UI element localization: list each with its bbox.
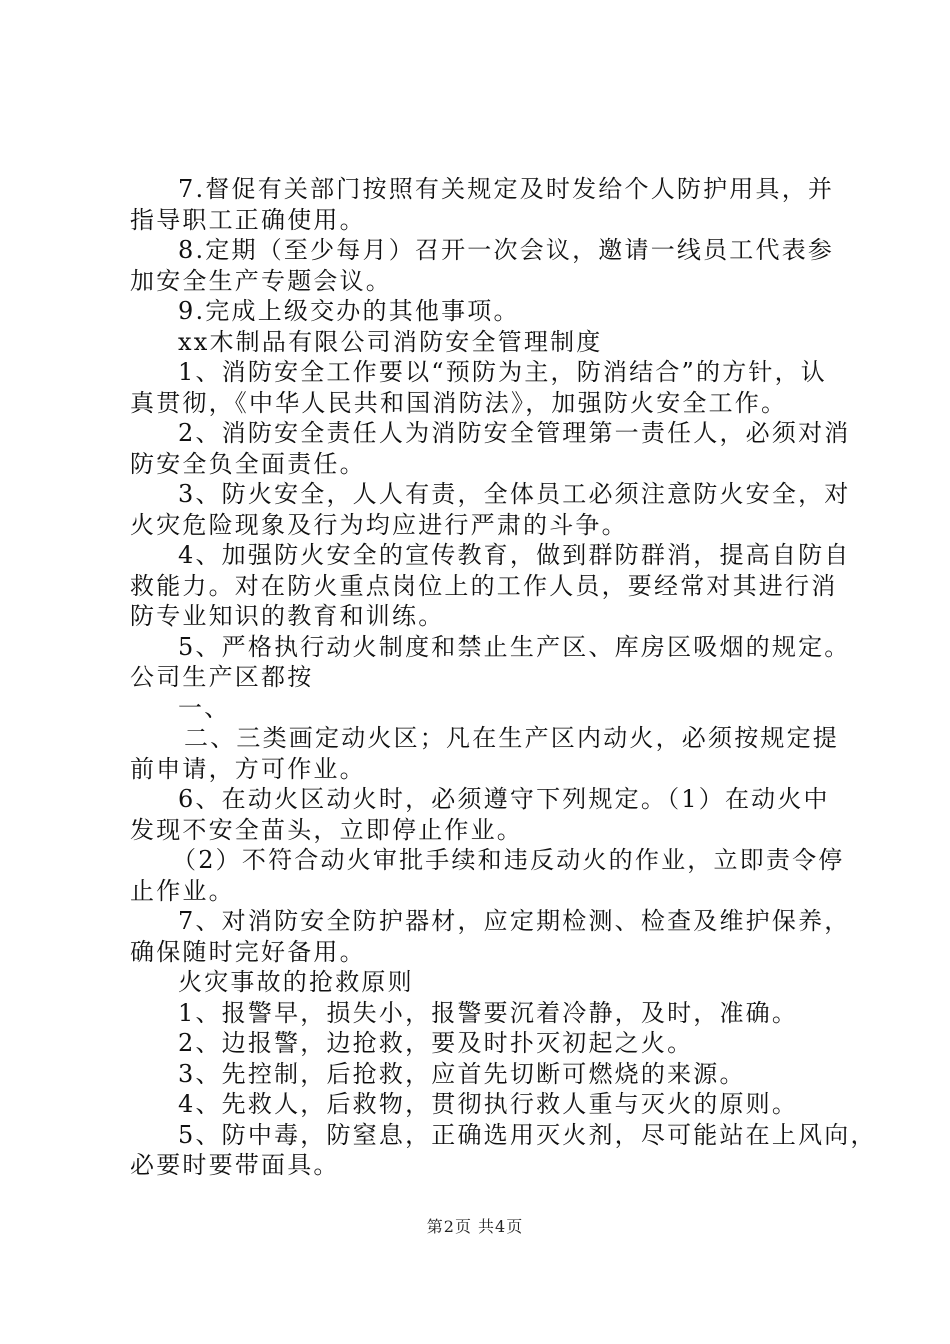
paragraph-line: 指导职工正确使用。 xyxy=(130,205,366,234)
paragraph-line: 1、报警早，损失小，报警要沉着冷静，及时，准确。 xyxy=(178,998,799,1027)
paragraph-line: 必要时要带面具。 xyxy=(130,1151,340,1179)
paragraph-line: 真贯彻，《中华人民共和国消防法》，加强防火安全工作。 xyxy=(130,388,788,417)
paragraph-line: 救能力。对在防火重点岗位上的工作人员，要经常对其进行消 xyxy=(130,571,838,600)
paragraph-line: （2）不符合动火审批手续和违反动火的作业，立即责令停 xyxy=(172,846,845,874)
paragraph-line: 防安全负全面责任。 xyxy=(130,449,366,478)
paragraph-line: 5、严格执行动火制度和禁止生产区、库房区吸烟的规定。 xyxy=(178,632,851,661)
page-number: 第2页 共4页 xyxy=(426,1217,524,1236)
paragraph-line: 2、消防安全责任人为消防安全管理第一责任人，必须对消 xyxy=(178,419,851,447)
paragraph-line: 2、边报警，边抢救，要及时扑灭初起之火。 xyxy=(178,1029,694,1057)
paragraph-line: 3、防火安全，人人有责，全体员工必须注意防火安全，对 xyxy=(178,480,851,508)
paragraph-line: 火灾危险现象及行为均应进行严肃的斗争。 xyxy=(130,510,628,539)
paragraph-line: 防专业知识的教育和训练。 xyxy=(130,602,445,630)
section-heading: 火灾事故的抢救原则 xyxy=(178,968,414,996)
paragraph-line: 9.完成上级交办的其他事项。 xyxy=(178,297,520,325)
paragraph-line: 4、先救人，后救物，贯彻执行救人重与灭火的原则。 xyxy=(178,1090,799,1118)
paragraph-line: 7、对消防安全防护器材，应定期检测、检查及维护保养， xyxy=(178,907,851,935)
paragraph-line: 4、加强防火安全的宣传教育，做到群防群消，提高自防自 xyxy=(178,541,851,569)
paragraph-line: 确保随时完好备用。 xyxy=(130,937,366,966)
paragraph-line: 公司生产区都按 xyxy=(130,663,314,691)
paragraph-line: 7.督促有关部门按照有关规定及时发给个人防护用具，并 xyxy=(178,175,835,203)
paragraph-line: 6、在动火区动火时，必须遵守下列规定。（1）在动火中 xyxy=(178,785,830,813)
paragraph-line: 二、三类画定动火区；凡在生产区内动火，必须按规定提 xyxy=(184,724,839,752)
paragraph-line: 8.定期（至少每月）召开一次会议，邀请一线员工代表参 xyxy=(178,236,835,264)
paragraph-line: 前申请，方可作业。 xyxy=(130,754,366,783)
paragraph-line: 加安全生产专题会议。 xyxy=(130,266,392,295)
paragraph-line: 3、先控制，后抢救，应首先切断可燃烧的来源。 xyxy=(178,1059,746,1088)
paragraph-line: 止作业。 xyxy=(130,876,235,905)
paragraph-line: 5、防中毒，防窒息，正确选用灭火剂，尽可能站在上风向， xyxy=(178,1120,877,1149)
paragraph-line: 1、消防安全工作要以“预防为主，防消结合”的方针，认 xyxy=(178,358,828,386)
document-body xyxy=(130,174,877,1181)
paragraph-line: 一、 xyxy=(178,693,231,722)
section-heading: xx木制品有限公司消防安全管理制度 xyxy=(178,327,603,356)
paragraph-line: 发现不安全苗头，立即停止作业。 xyxy=(130,815,523,844)
